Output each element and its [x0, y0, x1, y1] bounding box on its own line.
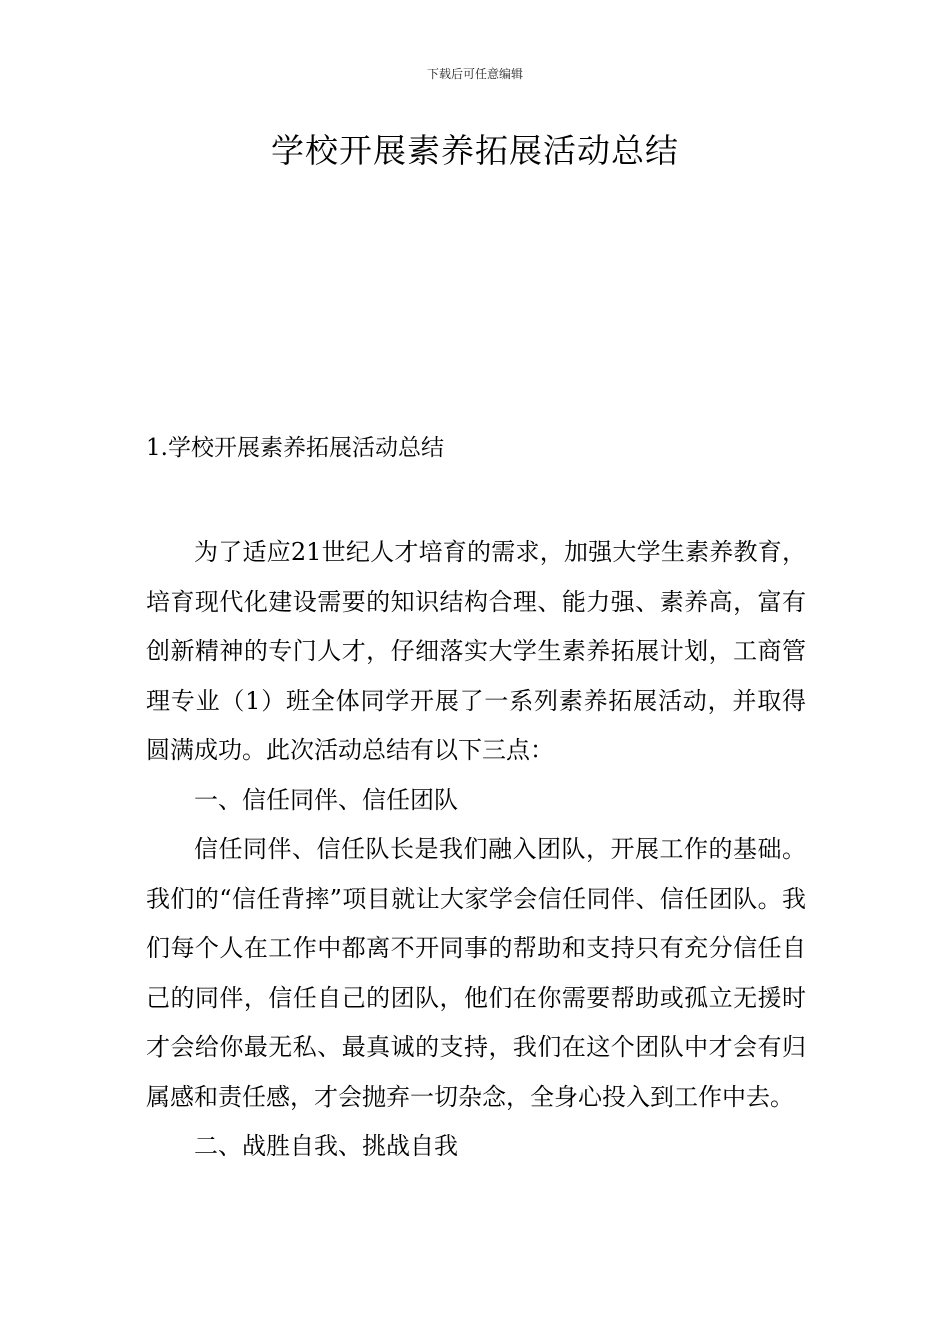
paragraph-point-1-body: 信任同伴、信任队长是我们融入团队，开展工作的基础。我们的“信任背摔”项目就让大家学会信任同伴、信任团队。我们每个人在工作中都离不开同事的帮助和支持只有充分信任自己的同伴，信任自己的团队，他们在你需要帮助或孤立无援时才会给你最无私、最真诚的支持，我们在这个团队中才会有归属感和责任感，才会抛弃一切杂念，全身心投入到工作中去。: [146, 835, 806, 1111]
paragraph-point-1-heading: 一、信任同伴、信任团队: [194, 785, 458, 814]
section-heading: 1.学校开展素养拓展活动总结: [146, 435, 444, 461]
document-title: 学校开展素养拓展活动总结: [271, 131, 679, 170]
header-note: 下载后可任意编辑: [426, 67, 523, 81]
paragraph-point-2-heading: 二、战胜自我、挑战自我: [194, 1132, 458, 1160]
document-body: [146, 528, 806, 1172]
paragraph-intro: 为了适应21世纪人才培育的需求，加强大学生素养教育，培育现代化建设需要的知识结构合理、能力强、素养高，富有创新精神的专门人才，仔细落实大学生素养拓展计划，工商管理专业（1）班全体同学开展了一系列素养拓展活动，并取得圆满成功。此次活动总结有以下三点：: [146, 538, 806, 764]
